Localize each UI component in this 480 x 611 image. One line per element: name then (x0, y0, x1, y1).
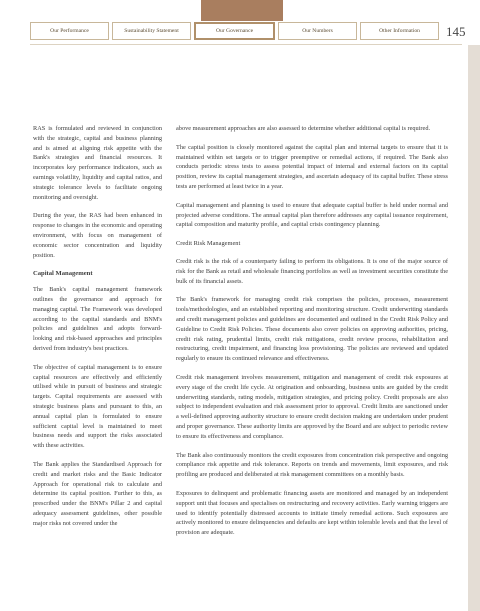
section-nav (30, 22, 439, 40)
paragraph: The objective of capital management is to ensure capital resources are effectively and efficiently utilised while in pursuit of business and strategic targets. Capital requirements are assessed with strategic business plans and pursuant to this, an annual capital plan is formulated to ensure sufficient capital level is maintained to meet business needs and support the risks associated with these activities. (33, 363, 162, 450)
paragraph: Exposures to delinquent and problematic financing assets are monitored and managed by an independent support unit that focuses and specialises on restructuring and recovery activities. Early warning triggers are used to identify potentially distressed accounts to initiate timely remedial actions. Such exposures are actively monitored to ensure delinquencies and defaults are kept within tolerable levels and that the level of provision are adequate. (176, 489, 448, 537)
paragraph: RAS is formulated and reviewed in conjunction with the strategic, capital and business planning and is aimed at aligning risk appetite with the Bank's strategies and financial resources. It incorporates key performance indicators, such as earnings volatility, liquidity and capital ratios, and strategic tolerance levels to facilitate ongoing monitoring and oversight. (33, 125, 162, 201)
paragraph: The Bank applies the Standardised Approach for credit and market risks and the Basic Indicator Approach for operational risk to calculate and determine its capital position. Further to this, as prescribed under the BNM's Pillar 2 and capital adequacy assessment guidelines, other possible major risks not covered under the (33, 460, 162, 527)
tab-sustainability-statement[interactable]: Sustainability Statement (112, 22, 191, 40)
paragraph: The capital position is closely monitored against the capital plan and internal targets to ensure that it is maintained within set targets or to trigger preemptive or remedial actions, if required. The Bank also conducts periodic stress tests to assess potential impact of internal and external factors on its capital position, review its capital management strategies, and ascertain adequacy of its capital buffer. These stress tests are performed at least twice in a year. (176, 143, 448, 190)
right-column (176, 124, 448, 547)
tab-other-information[interactable]: Other Information (360, 22, 439, 40)
paragraph: The Bank's framework for managing credit risk comprises the policies, processes, measurement tools/methodologies, and an established reporting and monitoring structure. Credit underwriting standards and credit management policies and guidelines are documented and outlined in the Credit Risk Policy and Guideline to Credit Risk Policies. These documents also cover policies on approving authorities, pricing, credit risk rating, prudential limits, credit risk mitigations, credit review process, rehabilitation and restructuring, credit impairment, and financing loss provisioning. The policies are reviewed and updated regularly to ensure its continued relevance and effectiveness. (176, 296, 448, 363)
section-heading-capital-management: Capital Management (33, 270, 93, 278)
active-tab-accent (201, 0, 283, 21)
tab-our-performance[interactable]: Our Performance (30, 22, 109, 40)
tab-our-governance[interactable]: Our Governance (194, 22, 275, 40)
paragraph: above measurement approaches are also assessed to determine whether additional capital is required. (176, 125, 431, 132)
paragraph: The Bank also continuously monitors the credit exposures from concentration risk perspective and ongoing compliance risk appetite and risk tolerance. Reports on trends and movements, limit exposures, and risk profiling are produced and deliberated at risk management committees on a monthly basis. (176, 451, 448, 479)
subheading-credit-risk-management: Credit Risk Management (176, 240, 241, 248)
paragraph: Credit risk is the risk of a counterparty failing to perform its obligations. It is one of the major source of risk for the Bank as retail and wholesale financing portfolios as well as investment securities constitute the bulk of its financial assets. (176, 257, 448, 285)
side-band (468, 45, 480, 611)
paragraph: During the year, the RAS had been enhanced in response to changes in the economic and operating environment, with focus on management of economic sector concentration and liquidity position. (33, 212, 162, 259)
paragraph: The Bank's capital management framework outlines the governance and approach for managing capital. The Framework was developed according to the capital standards and BNM's policies and guidelines and adopts forward-looking and risk-based approaches and principles derived from industry's best practices. (33, 286, 162, 352)
left-column (33, 124, 162, 537)
paragraph: Credit risk management involves measurement, mitigation and management of credit risk exposures at every stage of the credit life cycle. At origination and onboarding, business units are guided by the credit underwriting standards, rating models, mitigation strategies, and pricing policy. Credit proposals are also subject to independent evaluation and risk assessment prior to approval. Credit limits are sanctioned under a well-defined approving authority structure to ensure credit decision making are undertaken under prudent and proper governance. These authority limits are approved by the Board and are subject to periodic review to ensure its effectiveness and compliance. (176, 373, 448, 440)
header-divider (30, 44, 462, 45)
tab-our-numbers[interactable]: Our Numbers (278, 22, 357, 40)
paragraph: Capital management and planning is used to ensure that adequate capital buffer is held under normal and projected adverse conditions. The annual capital plan therefore addresses any capital issuance requirement, capital composition and maturity profile, and capital crisis contingency planning. (176, 201, 448, 229)
page-number: 145 (446, 24, 466, 39)
